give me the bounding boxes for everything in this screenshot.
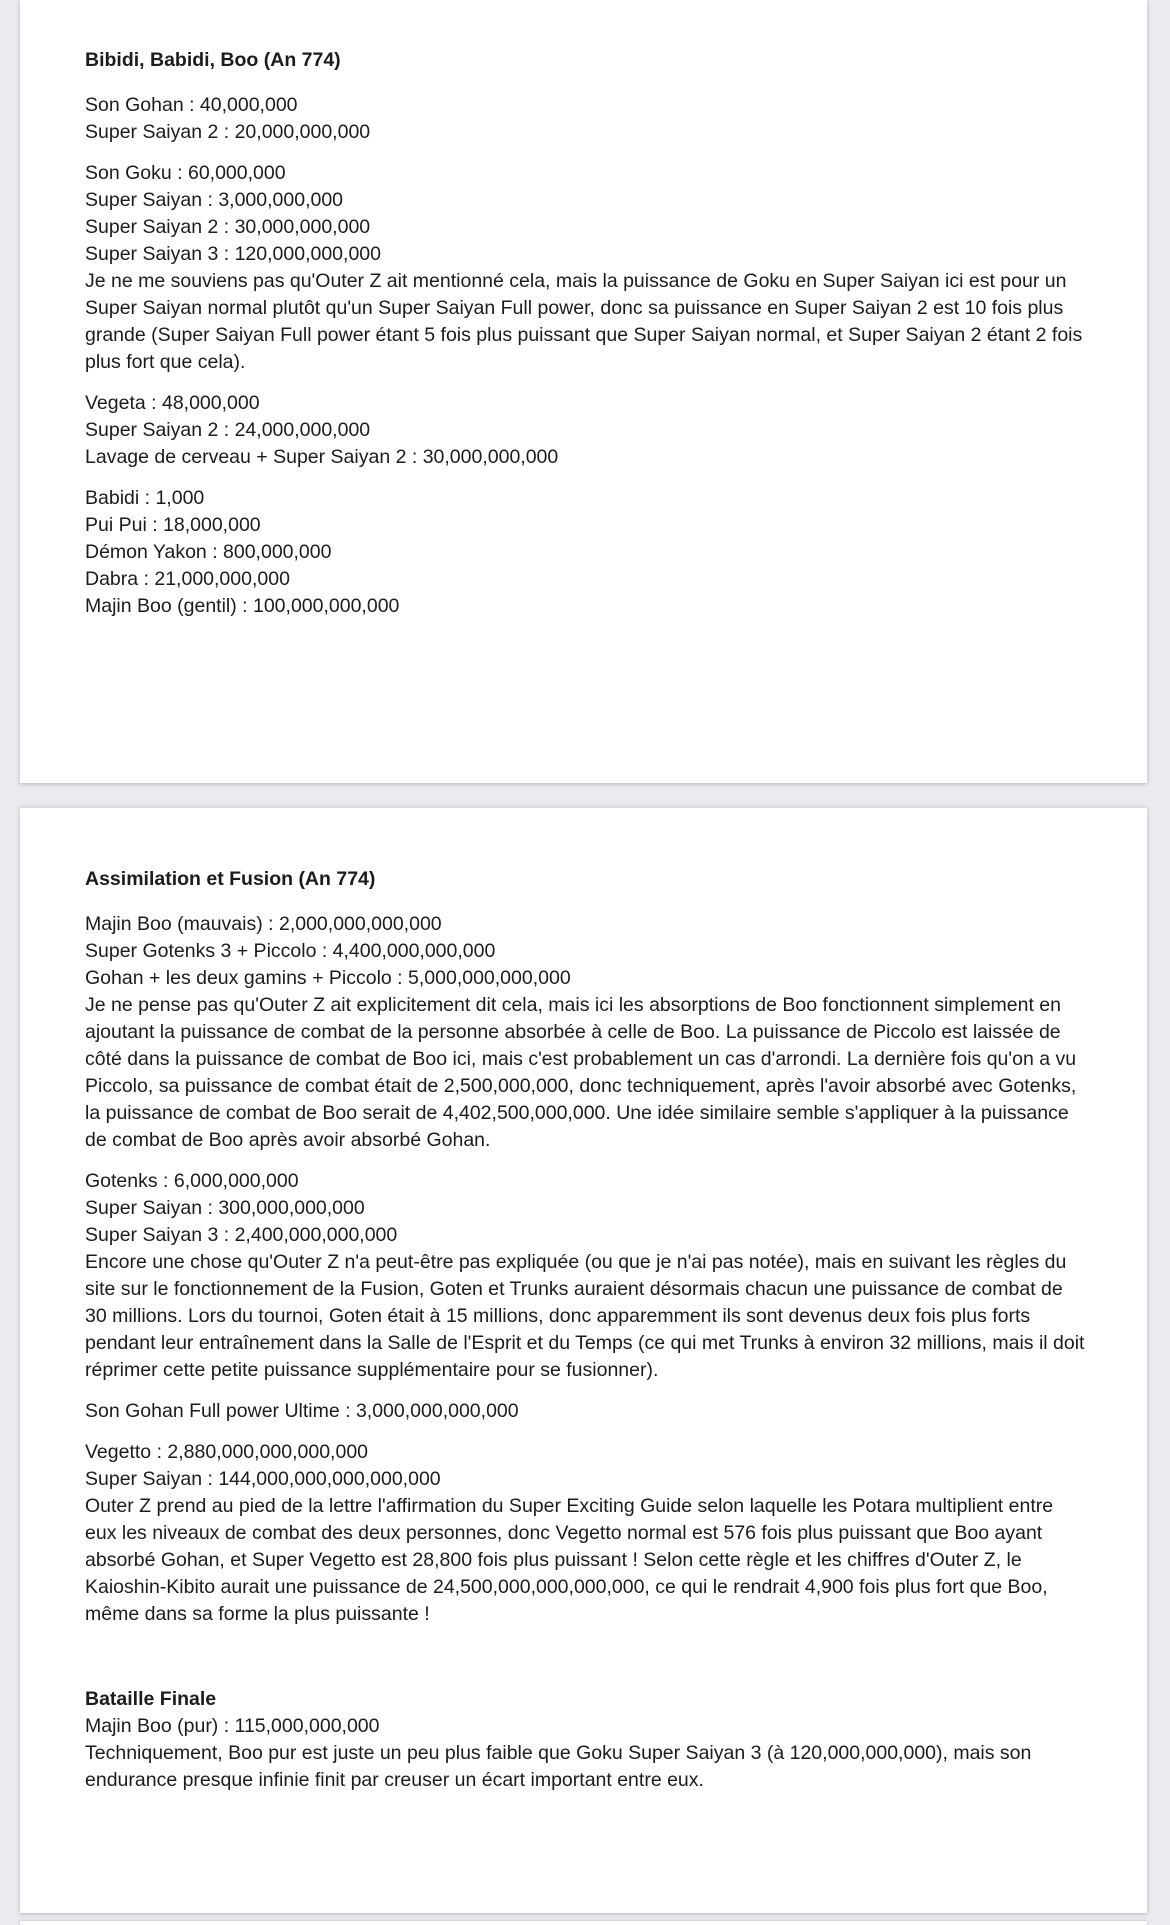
power-block-goku <box>85 160 1087 376</box>
power-line: Démon Yakon : 800,000,000 <box>85 541 332 563</box>
power-block-vegetto <box>85 1439 1087 1628</box>
power-line: Pui Pui : 18,000,000 <box>85 514 261 536</box>
note-paragraph: Techniquement, Boo pur est juste un peu plus faible que Goku Super Saiyan 3 (à 120,000,000,000), mais son endurance presque infinie finit par creuser un écart important entre eux. <box>85 1742 1032 1791</box>
note-paragraph: Encore une chose qu'Outer Z n'a peut-être pas expliquée (ou que je n'ai pas notée), mais en suivant les règles du site sur le fonctionnement de la Fusion, Goten et Trunks auraient désormais chacun une puissance de combat de 30 millions. Lors du tournoi, Goten était à 15 millions, donc apparemment ils sont devenus deux fois plus forts pendant leur entraînement dans la Salle de l'Esprit et du Temps (ce qui met Trunks à environ 32 millions, mais il doit réprimer cette petite puissance supplémentaire pour se fusionner). <box>85 1251 1085 1381</box>
power-block-gohan <box>85 92 1087 146</box>
power-line: Super Saiyan 2 : 24,000,000,000 <box>85 419 371 441</box>
power-line: Vegetto : 2,880,000,000,000,000 <box>85 1441 369 1463</box>
power-line: Gohan + les deux gamins + Piccolo : 5,000,000,000,000 <box>85 967 571 989</box>
power-block-vegeta <box>85 390 1087 471</box>
power-line: Super Saiyan 3 : 120,000,000,000 <box>85 243 381 265</box>
power-line: Majin Boo (mauvais) : 2,000,000,000,000 <box>85 913 442 935</box>
power-line: Son Gohan : 40,000,000 <box>85 94 298 116</box>
note-paragraph: Outer Z prend au pied de la lettre l'affirmation du Super Exciting Guide selon laquelle les Potara multiplient entre eux les niveaux de combat des deux personnes, donc Vegetto normal est 576 fois plus puissant que Boo ayant absorbé Gohan, et Super Vegetto est 28,800 fois plus puissant ! Selon cette règle et les chiffres d'Outer Z, le Kaioshin-Kibito aurait une puissance de 24,500,000,000,000,000, ce qui le rendrait 4,900 fois plus fort que Boo, même dans sa forme la plus puissante ! <box>85 1495 1054 1625</box>
power-line: Son Gohan Full power Ultime : 3,000,000,000,000 <box>85 1400 519 1422</box>
power-line: Majin Boo (pur) : 115,000,000,000 <box>85 1715 380 1737</box>
power-line: Lavage de cerveau + Super Saiyan 2 : 30,000,000,000 <box>85 446 559 468</box>
section-title-assimilation: Assimilation et Fusion (An 774) <box>85 868 376 890</box>
power-line: Super Saiyan 3 : 2,400,000,000,000 <box>85 1224 398 1246</box>
subsection-title-bataille-finale: Bataille Finale <box>85 1688 217 1710</box>
power-line: Gotenks : 6,000,000,000 <box>85 1170 299 1192</box>
power-block-bataille-finale <box>85 1686 1087 1794</box>
power-line: Vegeta : 48,000,000 <box>85 392 260 414</box>
next-card-top-sliver <box>20 1921 1147 1925</box>
power-line: Super Gotenks 3 + Piccolo : 4,400,000,000,000 <box>85 940 496 962</box>
section-title-bibidi: Bibidi, Babidi, Boo (An 774) <box>85 49 341 71</box>
power-line: Super Saiyan : 144,000,000,000,000,000 <box>85 1468 441 1490</box>
note-paragraph: Je ne pense pas qu'Outer Z ait explicitement dit cela, mais ici les absorptions de Boo fonctionnent simplement en ajoutant la puissance de combat de la personne absorbée à celle de Boo. La puissance de Piccolo est laissée de côté dans la puissance de combat de Boo ici, mais c'est probablement un cas d'arrondi. La dernière fois qu'on a vu Piccolo, sa puissance de combat était de 2,500,000,000, donc techniquement, après l'avoir absorbé avec Gotenks, la puissance de combat de Boo serait de 4,402,500,000,000. Une idée similaire semble s'appliquer à la puissance de combat de Boo après avoir absorbé Gohan. <box>85 994 1077 1151</box>
power-line: Dabra : 21,000,000,000 <box>85 568 290 590</box>
power-line: Son Goku : 60,000,000 <box>85 162 286 184</box>
power-line: Super Saiyan : 300,000,000,000 <box>85 1197 365 1219</box>
power-block-gohan-ultime <box>85 1398 1087 1425</box>
power-block-babidi <box>85 485 1087 620</box>
card-assimilation-fusion <box>20 807 1147 1913</box>
power-line: Super Saiyan 2 : 30,000,000,000 <box>85 216 371 238</box>
power-line: Super Saiyan 2 : 20,000,000,000 <box>85 121 371 143</box>
power-block-majin-boo <box>85 911 1087 1154</box>
power-line: Super Saiyan : 3,000,000,000 <box>85 189 344 211</box>
card-bibidi-babidi-boo <box>20 0 1147 783</box>
power-block-gotenks <box>85 1168 1087 1384</box>
power-line: Babidi : 1,000 <box>85 487 205 509</box>
note-paragraph: Je ne me souviens pas qu'Outer Z ait mentionné cela, mais la puissance de Goku en Super Saiyan ici est pour un Super Saiyan normal plutôt qu'un Super Saiyan Full power, donc sa puissance en Super Saiyan 2 est 10 fois plus grande (Super Saiyan Full power étant 5 fois plus puissant que Super Saiyan normal, et Super Saiyan 2 étant 2 fois plus fort que cela). <box>85 270 1083 373</box>
power-line: Majin Boo (gentil) : 100,000,000,000 <box>85 595 400 617</box>
